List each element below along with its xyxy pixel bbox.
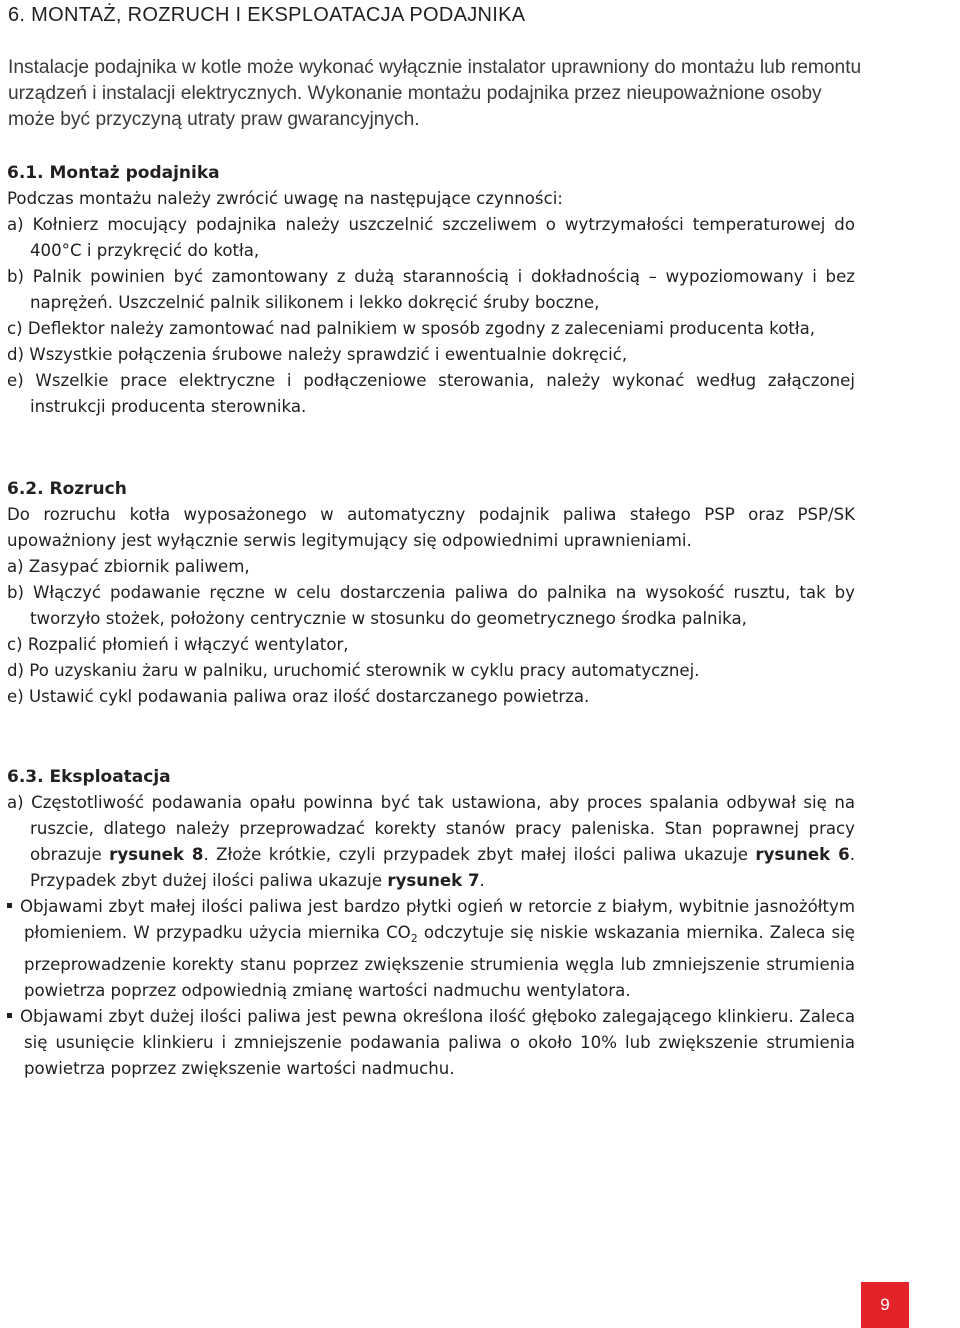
subscript: 2 [410,932,418,945]
section-heading: 6.1. Montaż podajnika [7,163,220,183]
section-6-2 [7,476,855,710]
text-run: Objawami zbyt małej ilości paliwa jest bardzo płytki ogień w retorcie z białym, wybitnie jasnożółtym płomieniem. W przypadku użycia miernika CO [20,897,855,942]
list-item: a) Zasypać zbiornik paliwem, [7,557,250,576]
bullet-item [7,894,855,1004]
text-run: . Złoże krótkie, czyli przypadek zbyt małej ilości paliwa ukazuje [203,845,756,864]
page-number-badge [861,1282,909,1328]
section-6-3 [7,764,855,1082]
text-run: a) Częstotliwość podawania opału powinna być tak ustawiona, aby proces spalania odbywał się na ruszcie, dlatego należy przeprowadzać korekty stanów pracy paleniska. Stan poprawnej pracy obrazuje [7,793,855,864]
page-title: 6. MONTAŻ, ROZRUCH I EKSPLOATACJA PODAJNIKA [8,4,526,26]
text-run: odczytuje się niskie wskazania miernika. Zaleca się przeprowadzenie korekty stanu poprzez zwiększenie strumienia węgla lub zmniejszenie strumienia powietrza poprzez odpowiednią zmianę wartości nadmuchu wentylatora. [24,923,855,1000]
figure-reference: rysunek 6 [755,845,850,864]
bullet-icon [7,903,12,908]
page-number: 9 [880,1295,890,1314]
bullet-item [7,1004,855,1082]
section-heading: 6.3. Eksploatacja [7,767,171,787]
figure-reference: rysunek 8 [109,845,204,864]
list-item: d) Wszystkie połączenia śrubowe należy sprawdzić i ewentualnie dokręcić, [7,345,628,364]
section-6-1 [7,160,855,420]
list-item: c) Rozpalić płomień i włączyć wentylator, [7,635,349,654]
list-item [7,790,855,894]
text-run: . Przypadek zbyt dużej ilości paliwa ukazuje [30,845,855,890]
list-item: b) Włączyć podawanie ręczne w celu dostarczenia paliwa do palnika na wysokość rusztu, tak by tworzyło stożek, położony centrycznie w stosunku do geometrycznego środka palnika, [7,583,855,628]
text-run: Objawami zbyt dużej ilości paliwa jest pewna określona ilość głęboko zalegającego klinkieru. Zaleca się usunięcie klinkieru i zmniejszenie podawania paliwa o około 10% lub zwiększenie strumienia powietrza poprzez zwiększenie wartości nadmuchu. [20,1007,855,1078]
section-lead: Podczas montażu należy zwrócić uwagę na następujące czynności: [7,189,563,208]
list-item: e) Ustawić cykl podawania paliwa oraz ilość dostarczanego powietrza. [7,687,590,706]
list-item: c) Deflektor należy zamontować nad palnikiem w sposób zgodny z zaleceniami producenta kotła, [7,319,816,338]
section-lead: Do rozruchu kotła wyposażonego w automatyczny podajnik paliwa stałego PSP oraz PSP/SK upoważniony jest wyłącznie serwis legitymujący się odpowiednimi uprawnieniami. [7,505,855,550]
list-item: e) Wszelkie prace elektryczne i podłączeniowe sterowania, należy wykonać według załączonej instrukcji producenta sterownika. [7,371,855,416]
list-item: b) Palnik powinien być zamontowany z dużą starannością i dokładnością – wypoziomowany i bez naprężeń. Uszczelnić palnik silikonem i lekko dokręcić śruby boczne, [7,267,855,312]
list-item: a) Kołnierz mocujący podajnika należy uszczelnić szczeliwem o wytrzymałości temperaturowej do 400°C i przykręcić do kotła, [7,215,855,260]
text-run: . [479,871,485,890]
section-heading: 6.2. Rozruch [7,479,127,499]
bullet-icon [7,1013,12,1018]
list-item: d) Po uzyskaniu żaru w palniku, uruchomić sterownik w cyklu pracy automatycznej. [7,661,700,680]
intro-paragraph: Instalacje podajnika w kotle może wykonać wyłącznie instalator uprawniony do montażu lub remontu urządzeń i instalacji elektrycznych. Wykonanie montażu podajnika przez nieupoważnione osoby może być przyczyną utraty praw gwarancyjnych. [8,57,862,130]
figure-reference: rysunek 7 [387,871,480,890]
